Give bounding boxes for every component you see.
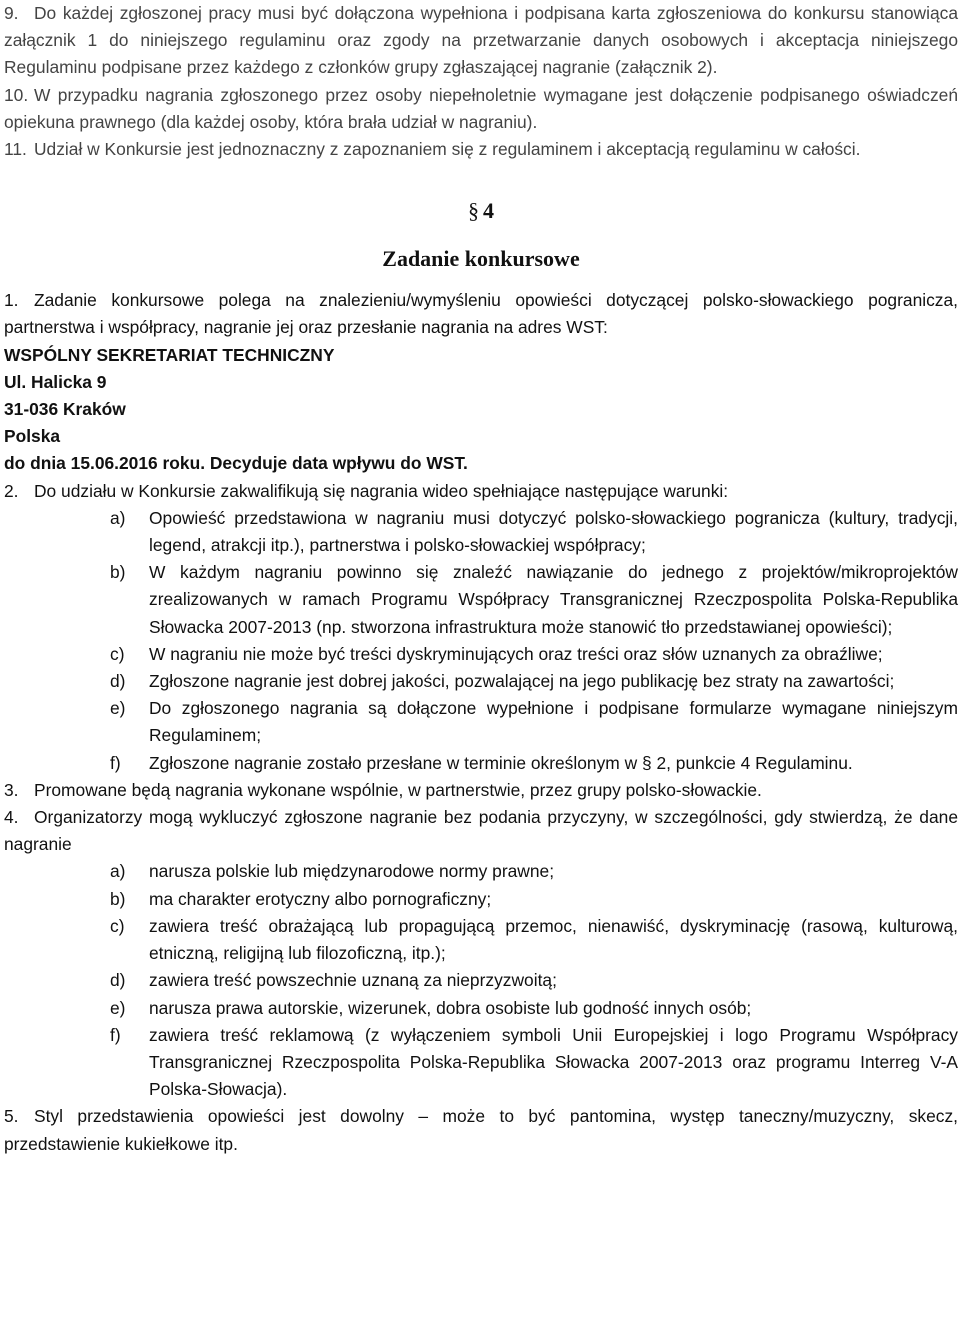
rule-item-9 bbox=[4, 0, 958, 82]
exclusion-item bbox=[4, 967, 958, 994]
item-text: Zadanie konkursowe polega na znalezieniu/wymyśleniu opowieści dotyczącej polsko-słowackiego pogranicza, partnerstwa i współpracy, nagranie jej oraz przesłanie nagrania na adres WST: bbox=[4, 290, 958, 338]
condition-item bbox=[4, 559, 958, 641]
item-text: Organizatorzy mogą wykluczyć zgłoszone nagranie bez podania przyczyny, w szczególności, gdy stwierdzą, że dane nagranie bbox=[4, 807, 958, 855]
exclusion-list bbox=[4, 858, 958, 1103]
task-item-1 bbox=[4, 287, 958, 341]
item-text: narusza prawa autorskie, wizerunek, dobra osobiste lub godność innych osób; bbox=[149, 997, 752, 1018]
task-item-2 bbox=[4, 478, 958, 505]
item-text: narusza polskie lub międzynarodowe normy prawne; bbox=[149, 861, 555, 882]
item-text: W każdym nagraniu powinno się znaleźć nawiązanie do jednego z projektów/mikroprojektów zrealizowanych w ramach Programu Współpracy Transgranicznej Rzeczpospolita Polska-Republika Słowacka 2007-2013 (np. stworzona infrastruktura może stanowić tło przedstawianej opowieści); bbox=[149, 562, 958, 637]
item-text: W przypadku nagrania zgłoszonego przez osoby niepełnoletnie wymagane jest dołączenie podpisanego oświadczeń opiekuna prawnego (dla każdej osoby, która brała udział w nagraniu). bbox=[4, 84, 958, 132]
condition-item bbox=[4, 641, 958, 668]
conditions-list bbox=[4, 505, 958, 777]
item-text: Do udziału w Konkursie zakwalifikują się nagrania wideo spełniające następujące warunki: bbox=[34, 480, 729, 501]
condition-item bbox=[4, 505, 958, 559]
item-text: zawiera treść reklamową (z wyłączeniem symboli Unii Europejskiej i logo Programu Współpracy Transgranicznej Rzeczpospolita Polska-Republika Słowacka 2007-2013 oraz programu Interreg V-A Polska-Słowacja). bbox=[149, 1024, 958, 1100]
item-number: 3. bbox=[4, 779, 19, 800]
document-page bbox=[4, 0, 958, 1158]
task-item-3 bbox=[4, 777, 958, 804]
item-text: Udział w Konkursie jest jednoznaczny z zapoznaniem się z regulaminem i akceptacją regulaminu w całości. bbox=[34, 139, 861, 160]
exclusion-item bbox=[4, 913, 958, 967]
item-number: 2. bbox=[4, 480, 19, 501]
deadline: do dnia 15.06.2016 roku. Decyduje data wpływu do WST. bbox=[4, 453, 468, 474]
item-text: Do każdej zgłoszonej pracy musi być dołączona wypełniona i podpisana karta zgłoszeniowa do konkursu stanowiąca załącznik 1 do niniejszego regulaminu oraz zgody na przetwarzanie danych osobowych i akceptacja niniejszego Regulaminu podpisane przez każdego z członków grupy zgłaszającej nagranie (załącznik 2). bbox=[4, 3, 958, 78]
address-line-1: WSPÓLNY SEKRETARIAT TECHNICZNY bbox=[4, 344, 335, 365]
item-letter: b) bbox=[110, 562, 126, 583]
condition-item bbox=[4, 750, 958, 777]
item-number: 1. bbox=[4, 290, 19, 311]
exclusion-item bbox=[4, 886, 958, 913]
item-letter: c) bbox=[110, 643, 125, 664]
item-number: 10. bbox=[4, 84, 29, 105]
item-number: 5. bbox=[4, 1106, 19, 1127]
condition-item bbox=[4, 695, 958, 749]
exclusion-item bbox=[4, 1022, 958, 1104]
address-line-4: Polska bbox=[4, 426, 61, 447]
section-number bbox=[4, 191, 958, 231]
item-text: Do zgłoszonego nagrania są dołączone wypełnione i podpisane formularze wymagane niniejszym Regulaminem; bbox=[149, 698, 958, 746]
item-letter: e) bbox=[110, 698, 126, 719]
item-letter: d) bbox=[110, 970, 126, 991]
item-letter: d) bbox=[110, 671, 126, 692]
item-text: Opowieść przedstawiona w nagraniu musi dotyczyć polsko-słowackiego pogranicza (kultury, tradycji, legend, atrakcji itp.), partnerstwa i polsko-słowackiej współpracy; bbox=[149, 507, 958, 556]
item-letter: b) bbox=[110, 888, 126, 909]
item-letter: e) bbox=[110, 997, 126, 1018]
address-line-3: 31-036 Kraków bbox=[4, 399, 126, 420]
section-title: Zadanie konkursowe bbox=[382, 246, 580, 272]
item-letter: f) bbox=[110, 1024, 121, 1045]
item-text: zawiera treść obrażającą lub propagującą przemoc, nienawiść, dyskryminację (rasową, kulturową, etniczną, religijną lub filozoficzną, itp.); bbox=[149, 915, 958, 964]
rule-item-11 bbox=[4, 136, 958, 163]
item-text: Zgłoszone nagranie zostało przesłane w terminie określonym w § 2, punkcie 4 Regulaminu. bbox=[149, 752, 853, 773]
item-text: Zgłoszone nagranie jest dobrej jakości, pozwalającej na jego publikację bez straty na zawartości; bbox=[149, 671, 895, 692]
item-text: Promowane będą nagrania wykonane wspólnie, w partnerstwie, przez grupy polsko-słowackie. bbox=[34, 779, 762, 800]
item-text: Styl przedstawienia opowieści jest dowolny – może to być pantomina, występ taneczny/muzyczny, skecz, przedstawienie kukiełkowe itp. bbox=[4, 1106, 958, 1154]
item-text: zawiera treść powszechnie uznaną za nieprzyzwoitą; bbox=[149, 970, 557, 991]
item-letter: c) bbox=[110, 915, 125, 936]
exclusion-item bbox=[4, 858, 958, 885]
item-text: ma charakter erotyczny albo pornograficzny; bbox=[149, 888, 492, 909]
task-item-5 bbox=[4, 1103, 958, 1157]
address-line-2: Ul. Halicka 9 bbox=[4, 371, 107, 392]
item-letter: f) bbox=[110, 752, 121, 773]
condition-item bbox=[4, 668, 958, 695]
rule-item-10 bbox=[4, 82, 958, 136]
exclusion-item bbox=[4, 995, 958, 1022]
item-number: 9. bbox=[4, 3, 19, 23]
task-item-4 bbox=[4, 804, 958, 858]
item-letter: a) bbox=[110, 507, 126, 528]
item-letter: a) bbox=[110, 861, 126, 882]
item-number: 4. bbox=[4, 807, 19, 828]
section-number-value: 4 bbox=[483, 198, 494, 224]
section-symbol: § bbox=[468, 198, 479, 224]
item-text: W nagraniu nie może być treści dyskryminujących oraz treści oraz słów uznanych za obraźliwe; bbox=[149, 643, 883, 664]
item-number: 11. bbox=[4, 139, 27, 160]
